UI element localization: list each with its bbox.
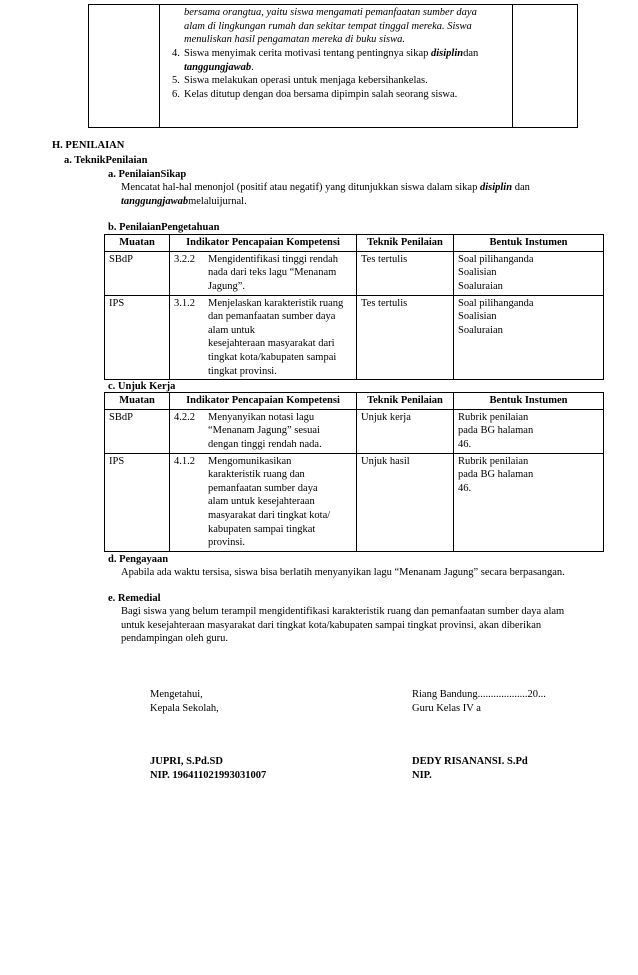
indicator-line: alam untuk kesejahteraan [208,496,315,508]
header-muatan: Muatan [105,235,170,252]
bentuk-line: Soal pilihanganda [458,297,534,309]
continuation-line: menuliskan hasil pengamatan mereka di buku siswa. [184,34,405,46]
bentuk-line: Soalisian [458,311,497,323]
step-emphasis: disiplin [431,47,464,59]
indicator-code: 3.1.2 [174,297,195,309]
cell-teknik: Unjuk hasil [357,453,454,551]
step-number: 5. [172,75,180,87]
indicator-line: “Menanam Jagung” sesuai [208,425,320,437]
indicator-line: Mengidentifikasi tinggi rendah [208,253,339,265]
principal-name: JUPRI, S.Pd.SD [150,756,223,767]
sikap-text: melaluijurnal. [188,195,247,207]
indicator-line: provinsi. [208,537,246,549]
unjuk-kerja-table [104,392,604,552]
indicator-line: nada dari teks lagu “Menanam [208,267,337,279]
step-text: Kelas ditutup dengan doa bersama dipimpin salah seorang siswa. [184,88,458,100]
sikap-emphasis: tanggungjawab [121,195,189,207]
step-text-part: Siswa menyimak cerita motivasi tentang pentingnya sikap [184,47,431,59]
teacher-nip: NIP. [412,769,432,781]
bentuk-line: Soaluraian [458,280,503,292]
empty-cell [513,5,578,128]
continuation-line: alam di lingkungan rumah dan sekitar tempat tinggal mereka. Siswa [184,20,472,32]
steps-cell [160,5,513,128]
sikap-text: dan [512,182,530,193]
remedial-line: Bagi siswa yang belum terampil mengidentifikasi karakteristik ruang dan pemanfaatan sumber daya alam [121,606,565,617]
subsection-title: a. TeknikPenilaian [64,155,148,166]
step-text: Siswa melakukan operasi untuk menjaga kebersihankelas. [184,75,428,87]
indicator-code: 3.2.2 [174,253,195,265]
indicator-code: 4.2.2 [174,411,195,423]
teacher-name: DEDY RISANANSI. S.Pd [412,756,528,767]
pengetahuan-title: b. PenilaianPengetahuan [108,222,220,233]
unjuk-kerja-title: c. Unjuk Kerja [108,381,176,392]
bentuk-line: 46. [458,438,472,450]
remedial-line: untuk kesejahteraan masyarakat dari tingkat kota/kabupaten sampai tingkat provinsi, akan diberikan [121,619,542,631]
bentuk-line: 46. [458,482,472,494]
indicator-line: tingkat kota/kabupaten sampai [208,352,337,364]
bentuk-line: Soalisian [458,267,497,279]
cell-muatan: IPS [105,295,170,380]
learning-steps-table [88,4,578,128]
bentuk-line: Soaluraian [458,324,503,336]
cell-muatan: IPS [105,453,170,551]
bentuk-line: Rubrik penilaian [458,411,529,423]
indicator-line: dan pemanfaatan sumber daya [208,311,336,323]
signature-label: Mengetahui, [150,689,203,700]
cell-bentuk [454,453,604,551]
header-muatan: Muatan [105,393,170,410]
cell-teknik: Tes tertulis [357,295,454,380]
sikap-emphasis: disiplin [479,182,513,193]
signature-role: Kepala Sekolah, [150,702,219,714]
pengetahuan-table [104,234,604,380]
indicator-line: karakteristik ruang dan [208,469,305,481]
cell-teknik: Unjuk kerja [357,409,454,453]
step-continuation [172,6,508,47]
table-row [105,295,604,380]
indicator-line: pemanfaatan sumber daya [208,482,318,494]
header-indikator: Indikator Pencapaian Kompetensi [170,235,357,252]
bentuk-line: Soal pilihanganda [458,253,534,265]
sikap-paragraph [121,181,611,208]
indicator-line: kesejahteraan masyarakat dari [208,338,335,350]
indicator-line: dengan tinggi rendah nada. [208,438,322,450]
pengayaan-text: Apabila ada waktu tersisa, siswa bisa berlatih menyanyikan lagu “Menanam Jagung” secara berpasangan. [121,567,565,578]
cell-bentuk [454,409,604,453]
signature-left [150,688,219,715]
table-row [105,251,604,295]
signature-right [412,688,546,715]
step-text [184,47,478,74]
section-title: H. PENILAIAN [52,140,125,151]
remedial-paragraph [121,605,621,646]
sikap-title: a. PenilaianSikap [108,169,187,180]
table-header-row [105,235,604,252]
indicator-line: masyarakat dari tingkat kota/ [208,510,331,522]
cell-muatan: SBdP [105,409,170,453]
remedial-title: e. Remedial [108,593,161,604]
header-indikator: Indikator Pencapaian Kompetensi [170,393,357,410]
indicator-line: Menjelaskan karakteristik ruang [208,297,344,309]
step-emphasis: tanggungjawab [184,61,252,73]
header-teknik: Teknik Penilaian [357,393,454,410]
indicator-line: Mengomunikasikan [208,455,292,467]
empty-cell [89,5,160,128]
signature-role: Guru Kelas IV a [412,702,481,714]
step-item [172,88,508,102]
pengayaan-title: d. Pengayaan [108,554,169,565]
signature-right-name-block [412,755,528,782]
indicator-line: Jagung”. [208,280,246,292]
indicator-code: 4.1.2 [174,455,195,467]
sikap-text: Mencatat hal-hal menonjol (positif atau negatif) yang ditunjukkan siswa dalam sikap [121,182,480,193]
cell-indikator [170,251,357,295]
bentuk-line: pada BG halaman [458,425,534,437]
header-bentuk: Bentuk Instumen [454,235,604,252]
indicator-line: tingkat provinsi. [208,365,277,377]
cell-muatan: SBdP [105,251,170,295]
signature-left-name-block [150,755,266,782]
step-number: 4. [172,47,180,59]
step-item [172,47,508,74]
header-teknik: Teknik Penilaian [357,235,454,252]
indicator-line: alam untuk [208,324,255,336]
step-text-part: . [251,61,254,73]
cell-teknik: Tes tertulis [357,251,454,295]
principal-nip: NIP. 196411021993031007 [150,769,267,781]
cell-indikator [170,409,357,453]
bentuk-line: pada BG halaman [458,469,534,481]
cell-bentuk [454,251,604,295]
continuation-line: bersama orangtua, yaitu siswa mengamati pemanfaatan sumber daya [184,7,477,18]
step-number: 6. [172,88,180,100]
steps-list [172,47,508,102]
step-text-part: dan [463,47,479,59]
step-item [172,74,508,88]
remedial-line: pendampingan oleh guru. [121,633,229,645]
table-row [105,453,604,551]
header-bentuk: Bentuk Instumen [454,393,604,410]
bentuk-line: Rubrik penilaian [458,455,529,467]
cell-indikator [170,453,357,551]
table-row [105,409,604,453]
indicator-line: kabupaten sampai tingkat [208,523,316,535]
cell-bentuk [454,295,604,380]
table-header-row [105,393,604,410]
signature-place-date: Riang Bandung...................20... [412,689,546,700]
indicator-line: Menyanyikan notasi lagu [208,411,315,423]
cell-indikator [170,295,357,380]
